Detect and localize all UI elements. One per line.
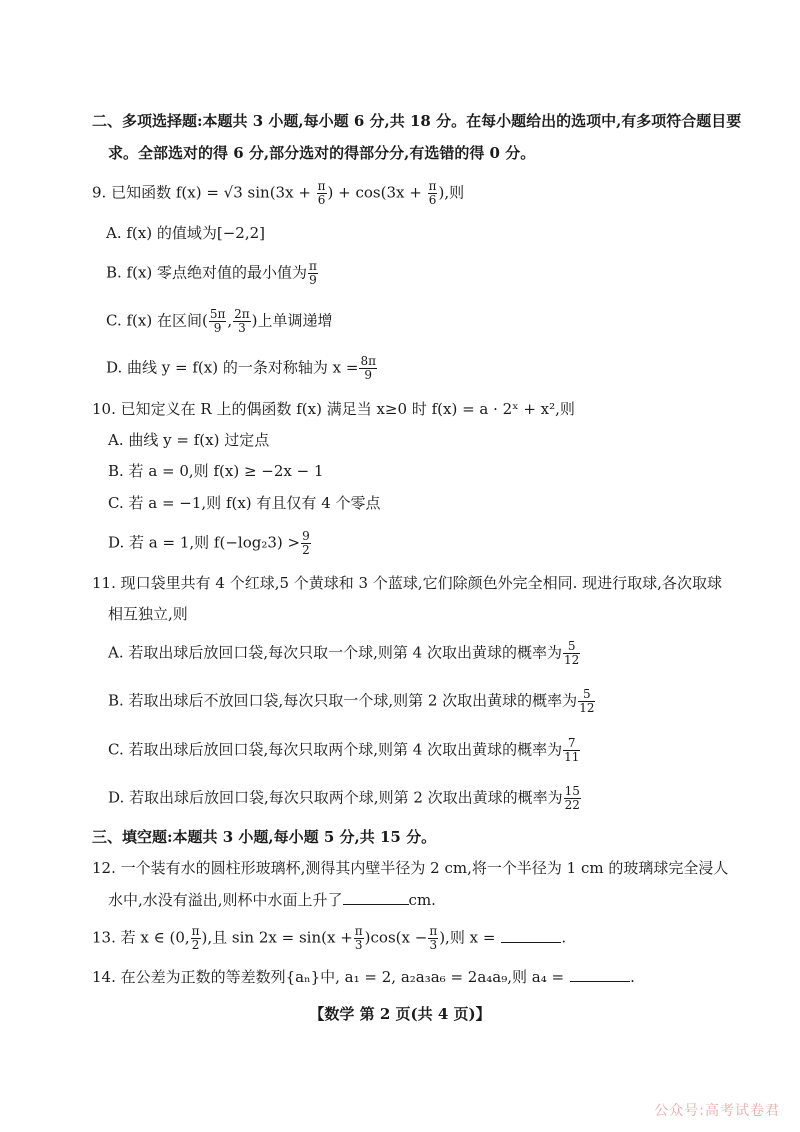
fraction (301, 530, 311, 557)
fraction (564, 785, 581, 812)
fraction (563, 640, 580, 667)
q10-option-d-text: D. 若 a = 1,则 f(−log₂3) > (108, 533, 301, 552)
q9-option-d (106, 355, 378, 382)
answer-blank[interactable] (570, 967, 630, 982)
q9-option-b-text: B. f(x) 零点绝对值的最小值为 (106, 263, 308, 282)
fraction-numerator: 2π (234, 307, 250, 321)
fraction (578, 688, 595, 715)
fraction-numerator: π (191, 924, 200, 938)
fraction-denominator: 9 (309, 273, 317, 287)
fraction-numerator: π (317, 179, 326, 193)
q13-line (92, 925, 566, 952)
fraction-denominator: 11 (564, 750, 580, 764)
q11-stem-line1: 11. 现口袋里共有 4 个红球,5 个黄球和 3 个蓝球,它们除颜色外完全相同. 现进行取球,各次取球 (92, 574, 722, 592)
q13-text: )cos(x − (364, 928, 428, 947)
q13-text: . (561, 928, 567, 947)
fraction (233, 308, 251, 335)
fraction-numerator: 9 (302, 529, 310, 543)
q14-text: . (630, 968, 635, 986)
q11-option-b (108, 688, 596, 715)
fraction-numerator: π (428, 179, 437, 193)
fraction-denominator: 6 (428, 193, 437, 207)
fraction-numerator: π (309, 259, 317, 273)
q9-option-c-text: )上单调递增 (251, 311, 333, 330)
q11-option-b-text: B. 若取出球后不放回口袋,每次只取一个球,则第 2 次取出黄球的概率为 (108, 691, 578, 710)
fraction (354, 925, 364, 952)
separator: , (227, 311, 233, 330)
q11-option-d (108, 785, 582, 812)
fraction-numerator: 8π (360, 354, 376, 368)
q11-option-a (108, 640, 581, 667)
q9-stem-part: ),则 (438, 183, 465, 202)
q10-option-b: B. 若 a = 0,则 f(x) ≥ −2x − 1 (108, 462, 324, 480)
q13-text: ),且 sin 2x = sin(x + (201, 928, 353, 947)
fraction (428, 925, 438, 952)
q9-option-a: A. f(x) 的值域为[−2,2] (106, 224, 265, 242)
fraction (359, 355, 377, 382)
fraction-denominator: 3 (429, 938, 438, 952)
q11-stem-line2: 相互独立,则 (108, 605, 188, 623)
q10-option-c: C. 若 a = −1,则 f(x) 有且仅有 4 个零点 (108, 494, 381, 512)
q11-option-c-text: C. 若取出球后放回口袋,每次只取两个球,则第 4 次取出黄球的概率为 (108, 740, 563, 759)
fraction-denominator: 2 (302, 543, 310, 557)
section2-header-line1: 二、多项选择题:本题共 3 小题,每小题 6 分,共 18 分。在每小题给出的选项中,有多项符合题目要 (92, 112, 742, 130)
q9-option-c (106, 308, 333, 335)
q9-option-d-text: D. 曲线 y = f(x) 的一条对称轴为 x = (106, 358, 359, 377)
q11-option-c (108, 737, 581, 764)
q11-option-a-text: A. 若取出球后放回口袋,每次只取一个球,则第 4 次取出黄球的概率为 (108, 643, 562, 662)
fraction-denominator: 22 (564, 798, 580, 812)
fraction (308, 260, 318, 287)
q13-text: ),则 x = (439, 928, 496, 947)
fraction-denominator: 9 (364, 368, 373, 382)
fraction-denominator: 9 (213, 321, 222, 335)
q11-option-d-text: D. 若取出球后放回口袋,每次只取两个球,则第 2 次取出黄球的概率为 (108, 788, 563, 807)
fraction-denominator: 6 (317, 193, 326, 207)
fraction-numerator: π (429, 924, 438, 938)
fraction-numerator: 5 (563, 640, 580, 654)
fraction-numerator: 5π (209, 307, 226, 321)
q9-stem-part: ) + cos(3x + (327, 183, 427, 202)
fraction-numerator: 15 (564, 784, 580, 798)
q12-unit: cm. (408, 891, 436, 909)
q9-option-b (106, 260, 319, 287)
q14-text: 14. 在公差为正数的等差数列{aₙ}中, a₁ = 2, a₂a₃a₆ = 2a₄a₉,则 a₄ = (92, 968, 565, 986)
q10-option-a: A. 曲线 y = f(x) 过定点 (108, 431, 270, 449)
fraction-numerator: π (354, 924, 363, 938)
fraction (317, 180, 327, 207)
q13-text: 13. 若 x ∈ (0, (92, 928, 190, 947)
q9-stem-part: 9. 已知函数 f(x) = √3 sin(3x + (92, 183, 316, 202)
q14-line (92, 966, 635, 988)
q12-line1: 12. 一个装有水的圆柱形玻璃杯,测得其内壁半径为 2 cm,将一个半径为 1 cm 的玻璃球完全浸人 (92, 859, 729, 877)
fraction (191, 925, 201, 952)
answer-blank[interactable] (501, 928, 561, 943)
q12-line2 (108, 889, 436, 911)
fraction (209, 308, 227, 335)
fraction (563, 737, 580, 764)
fraction-denominator: 3 (354, 938, 363, 952)
q12-text: 水中,水没有溢出,则杯中水面上升了 (108, 891, 343, 909)
q10-stem: 10. 已知定义在 R 上的偶函数 f(x) 满足当 x≥0 时 f(x) = a · 2ˣ + x²,则 (92, 400, 575, 418)
section3-header: 三、填空题:本题共 3 小题,每小题 5 分,共 15 分。 (92, 828, 437, 846)
fraction-numerator: 7 (563, 737, 580, 751)
fraction-denominator: 12 (564, 653, 580, 667)
fraction-denominator: 3 (238, 321, 246, 335)
answer-blank[interactable] (343, 890, 409, 905)
q10-option-d (108, 530, 312, 557)
page-footer: 【数学 第 2 页(共 4 页)】 (309, 1005, 491, 1023)
fraction-denominator: 12 (579, 701, 595, 715)
fraction-denominator: 2 (191, 938, 200, 952)
watermark: 公众号:高考试卷君 (654, 1103, 780, 1119)
q9-stem (92, 180, 464, 207)
fraction-numerator: 5 (578, 688, 595, 702)
fraction (428, 180, 438, 207)
q9-option-c-text: C. f(x) 在区间( (106, 311, 208, 330)
section2-header-line2: 求。全部选对的得 6 分,部分选对的得部分分,有选错的得 0 分。 (108, 144, 536, 162)
